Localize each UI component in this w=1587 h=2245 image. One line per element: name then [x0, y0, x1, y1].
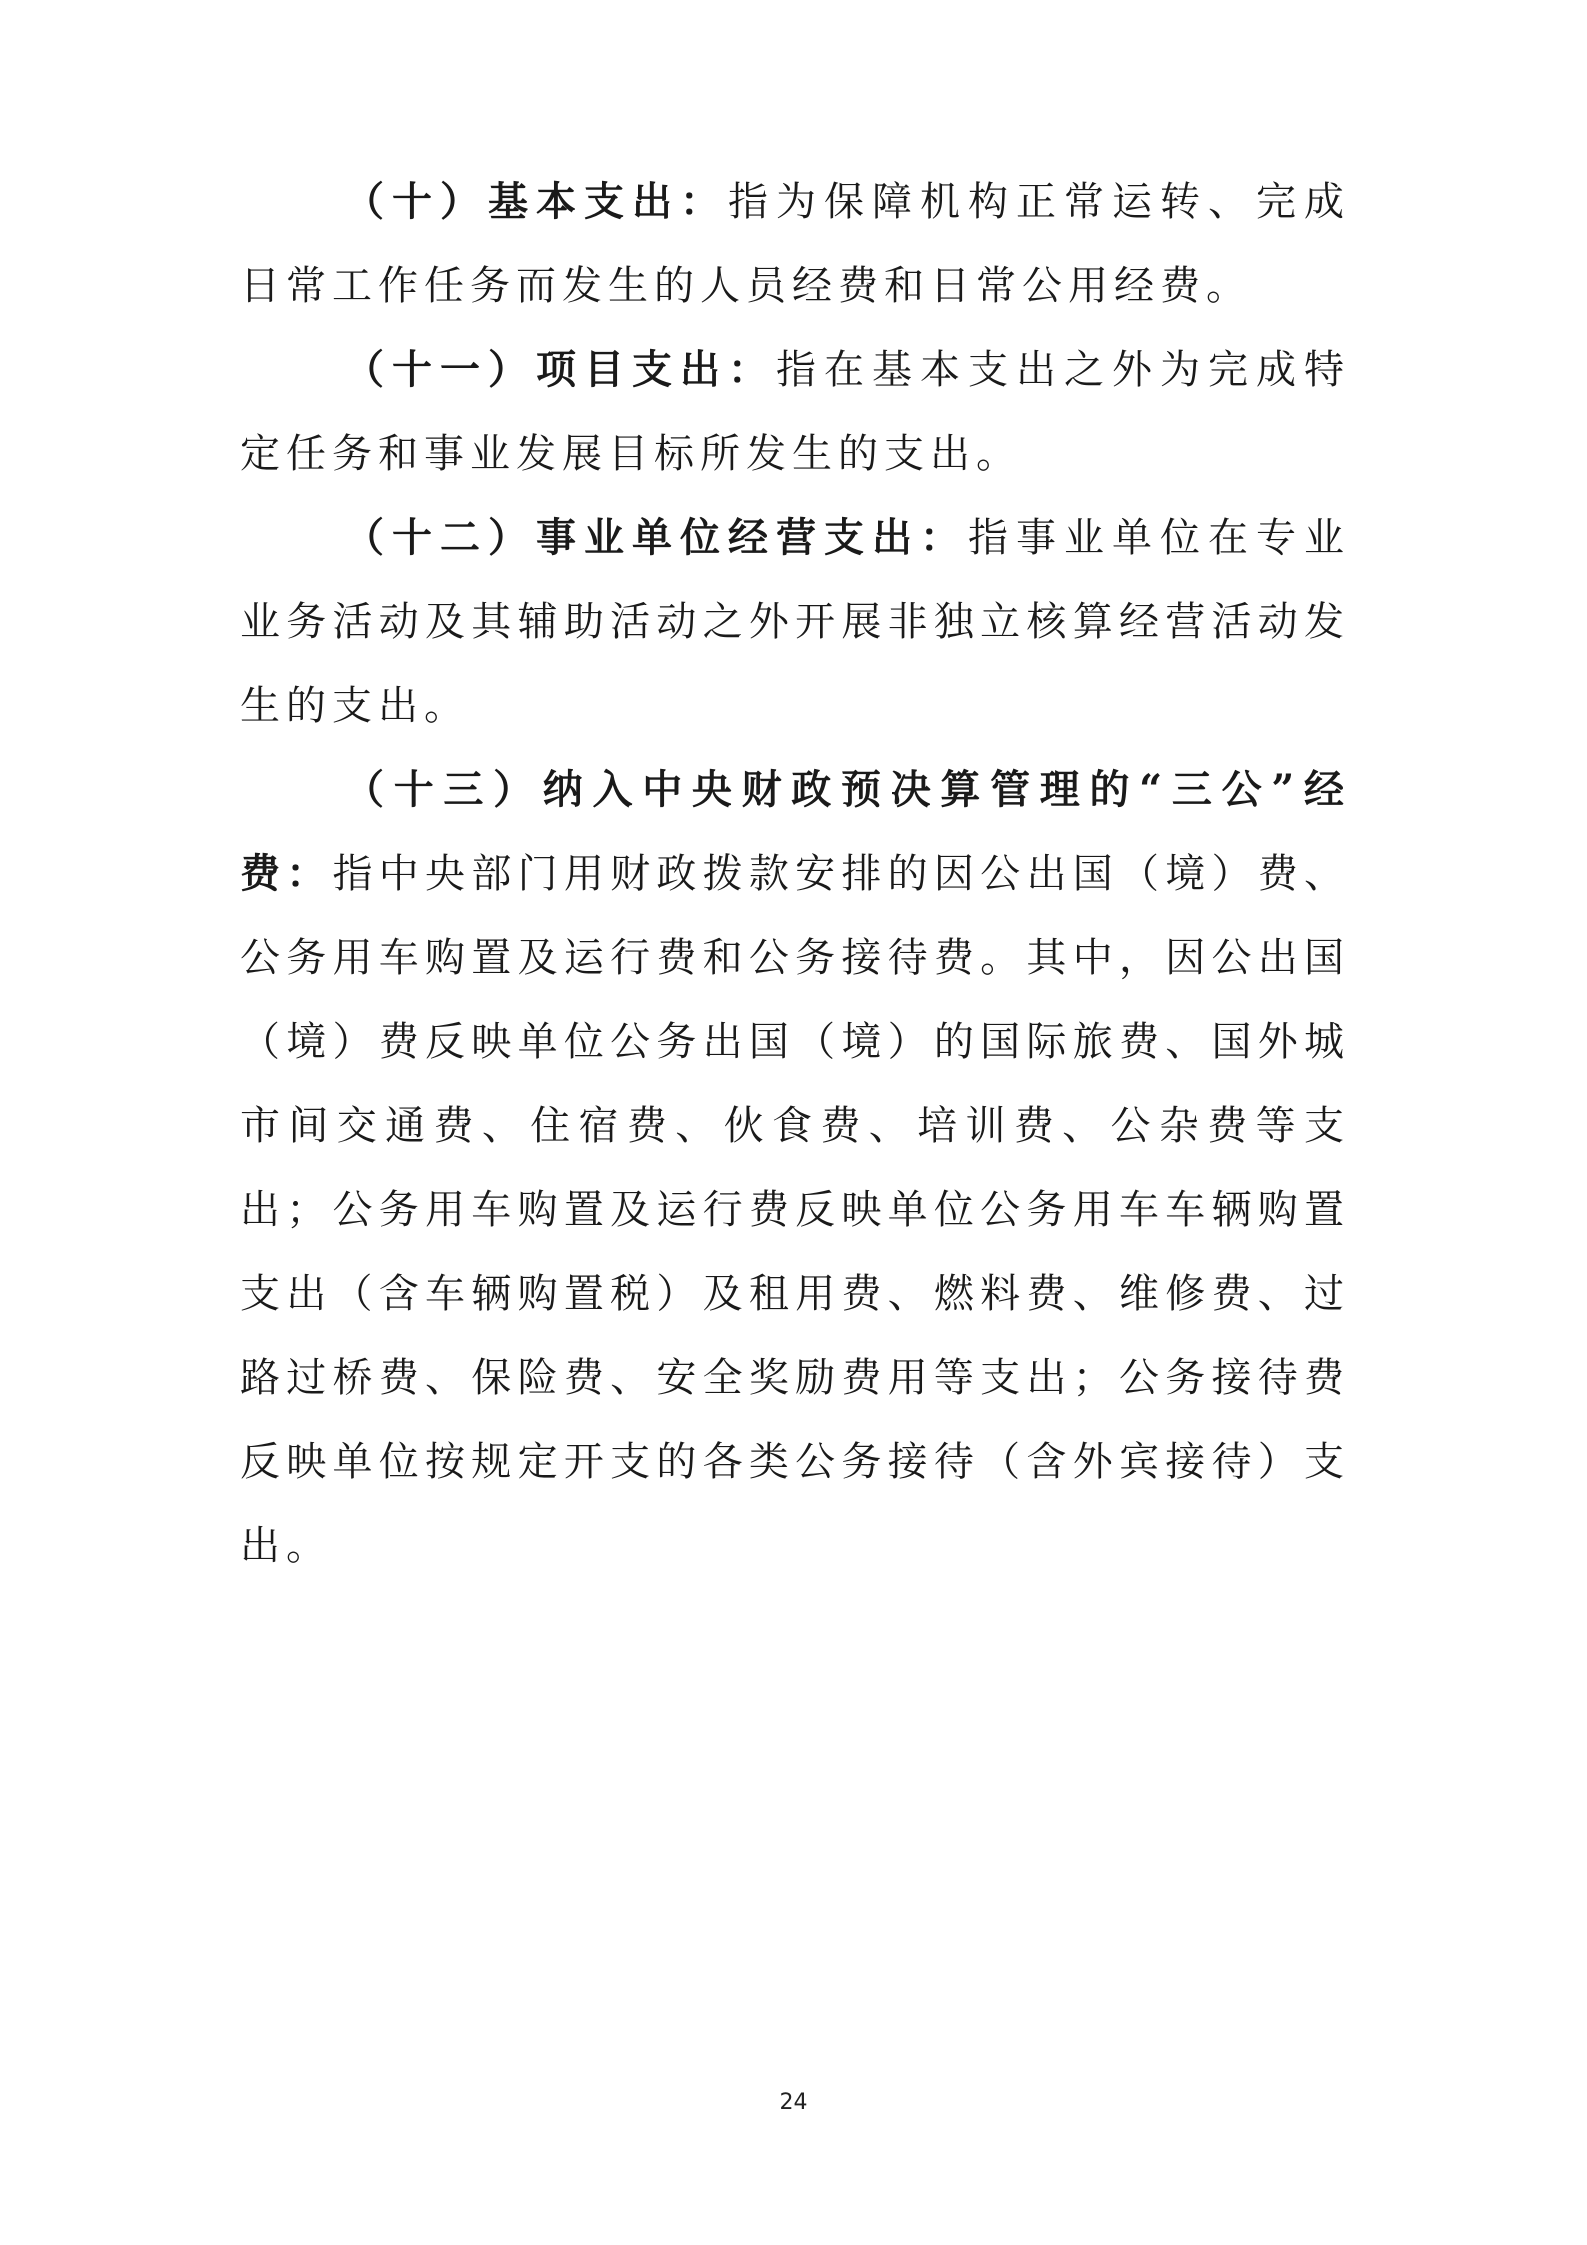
- definition-term: （十二）事业单位经营支出：: [344, 514, 968, 561]
- definition-text: 指事业单位在专业业务活动及其辅助活动之外开展非独立核算经营活动发生的支出。: [240, 515, 1350, 729]
- definition-text: 指为保障机构正常运转、完成日常工作任务而发生的人员经费和日常公用经费。: [240, 179, 1350, 309]
- document-body: [240, 160, 1350, 1588]
- definition-paragraph-business-operation-expenditure: [240, 496, 1350, 748]
- definition-paragraph-three-public-expenses: [240, 748, 1350, 1588]
- page-number: 24: [779, 2090, 808, 2115]
- definition-text: 指在基本支出之外为完成特定任务和事业发展目标所发生的支出。: [240, 347, 1350, 477]
- definition-term: （十）基本支出：: [344, 178, 728, 225]
- definition-text: 指中央部门用财政拨款安排的因公出国（境）费、公务用车购置及运行费和公务接待费。其中，因公出国（境）费反映单位公务出国（境）的国际旅费、国外城市间交通费、住宿费、伙食费、培训费、公杂费等支出；公务用车购置及运行费反映单位公务用车车辆购置支出（含车辆购置税）及租用费、燃料费、维修费、过路过桥费、保险费、安全奖励费用等支出；公务接待费反映单位按规定开支的各类公务接待（含外宾接待）支出。: [240, 851, 1351, 1569]
- definition-term: （十三）纳入中央财政预决算管理的“三公”经费：: [240, 766, 1350, 897]
- definition-paragraph-project-expenditure: [240, 328, 1350, 496]
- definition-paragraph-basic-expenditure: [240, 160, 1350, 328]
- definition-term: （十一）项目支出：: [344, 346, 776, 393]
